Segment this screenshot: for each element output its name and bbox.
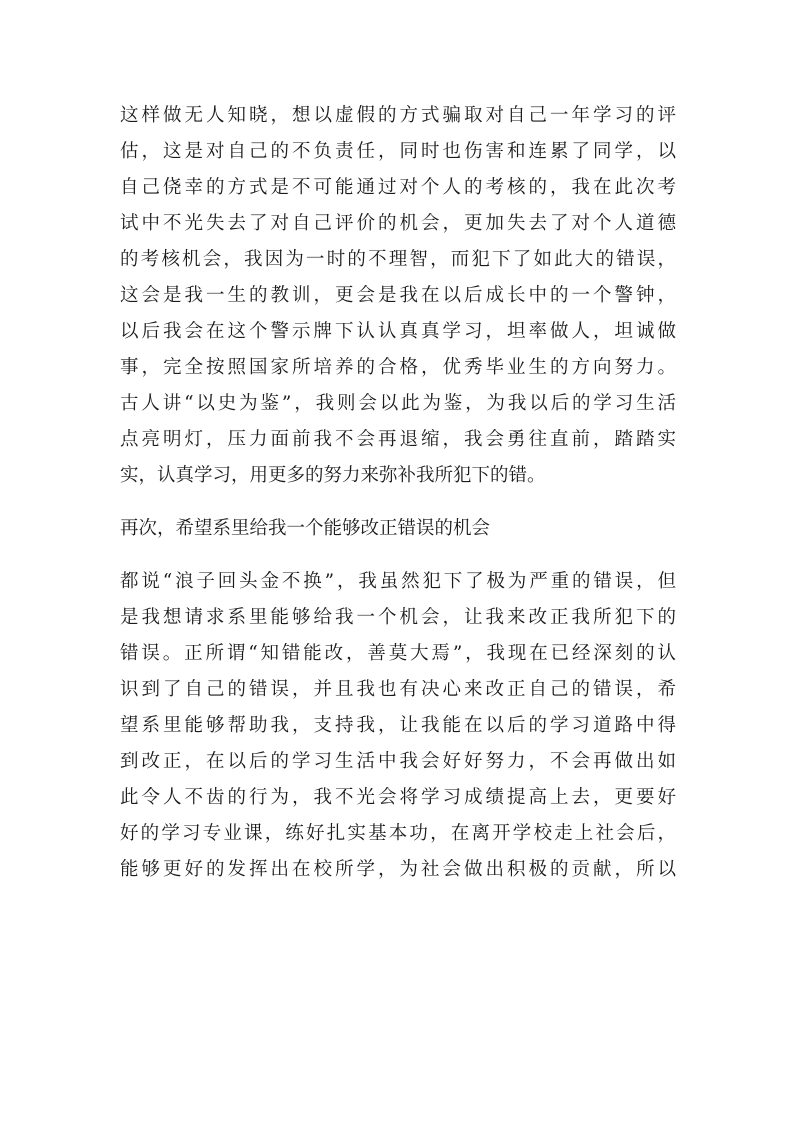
paragraph-gap xyxy=(120,494,676,511)
text-line: 实，认真学习，用更多的努力来弥补我所犯下的错。 xyxy=(120,465,546,486)
text-line: 试中不光失去了对自己评价的机会，更加失去了对个人道德 xyxy=(120,213,676,234)
text-line: 是我想请求系里能够给我一个机会，让我来改正我所犯下的 xyxy=(120,607,676,628)
text-line: 这样做无人知晓，想以虚假的方式骗取对自己一年学习的评 xyxy=(120,105,676,126)
text-line: 到改正，在以后的学习生活中我会好好努力，不会再做出如 xyxy=(120,751,676,772)
text-line: 事，完全按照国家所培养的合格，优秀毕业生的方向努力。 xyxy=(120,357,676,378)
text-line: 错误。正所谓“知错能改，善莫大焉”，我现在已经深刻的认 xyxy=(120,643,676,664)
text-line: 望系里能够帮助我，支持我，让我能在以后的学习道路中得 xyxy=(120,715,676,736)
text-line: 识到了自己的错误，并且我也有决心来改正自己的错误，希 xyxy=(120,679,676,700)
text-line: 都说“浪子回头金不换”，我虽然犯下了极为严重的错误，但 xyxy=(120,571,676,592)
paragraph-3 xyxy=(120,564,676,888)
text-line: 能够更好的发挥出在校所学，为社会做出积极的贡献，所以 xyxy=(120,859,676,880)
text-line: 估，这是对自己的不负责任，同时也伤害和连累了同学，以 xyxy=(120,141,676,162)
paragraph-gap xyxy=(120,547,676,564)
text-line: 此令人不齿的行为，我不光会将学习成绩提高上去，更要好 xyxy=(120,787,676,808)
document-page xyxy=(120,98,676,888)
text-line: 古人讲“以史为鉴”，我则会以此为鉴，为我以后的学习生活 xyxy=(120,393,676,414)
paragraph-1 xyxy=(120,98,676,494)
text-line: 自己侥幸的方式是不可能通过对个人的考核的，我在此次考 xyxy=(120,177,676,198)
paragraph-2 xyxy=(120,511,676,547)
text-line: 再次，希望系里给我一个能够改正错误的机会 xyxy=(120,518,491,539)
text-line: 以后我会在这个警示牌下认认真真学习，坦率做人，坦诚做 xyxy=(120,321,676,342)
text-line: 好的学习专业课，练好扎实基本功，在离开学校走上社会后， xyxy=(120,823,676,844)
text-line: 点亮明灯，压力面前我不会再退缩，我会勇往直前，踏踏实 xyxy=(120,429,676,450)
text-line: 的考核机会，我因为一时的不理智，而犯下了如此大的错误， xyxy=(120,249,676,270)
text-line: 这会是我一生的教训，更会是我在以后成长中的一个警钟， xyxy=(120,285,676,306)
